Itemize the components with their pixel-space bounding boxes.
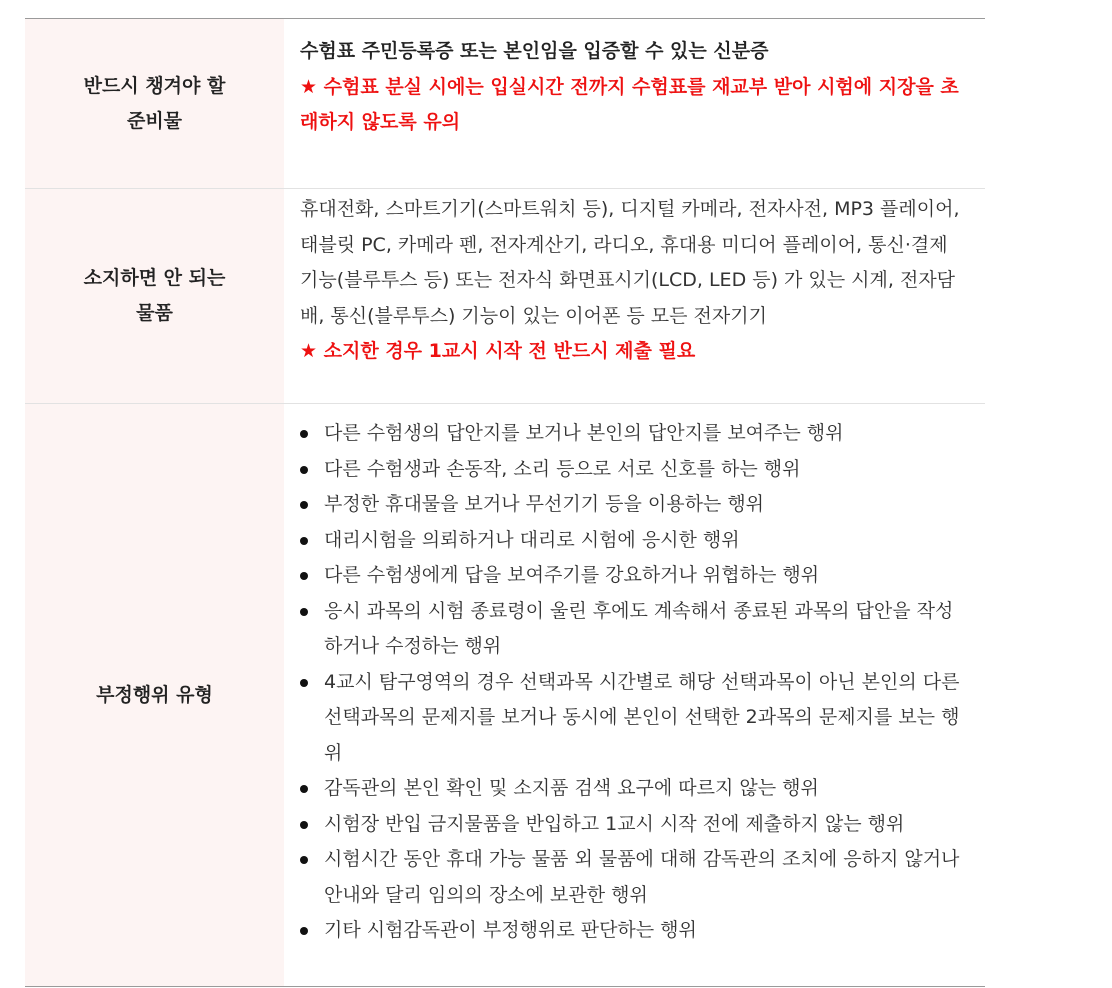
list-item: [300, 558, 971, 594]
required-items-text: 수험표 주민등록증 또는 본인임을 입증할 수 있는 신분증: [300, 40, 769, 62]
row-header-line: 준비물: [126, 109, 183, 132]
list-item: [300, 842, 971, 913]
row-header-line: 소지하면 안 되는: [83, 267, 226, 289]
list-item: [300, 807, 971, 843]
bullet-icon: [300, 856, 308, 864]
bullet-icon: [300, 679, 308, 687]
table-row-preparation: [25, 19, 985, 189]
exam-notice-table: [25, 18, 985, 987]
bullet-icon: [300, 537, 308, 545]
list-item-text: 다른 수험생과 손동작, 소리 등으로 서로 신호를 하는 행위: [324, 457, 801, 480]
row-content-preparation: [284, 19, 985, 189]
list-item: [300, 594, 971, 665]
list-item: [300, 416, 971, 452]
warning-text: ★ 소지한 경우 1교시 시작 전 반드시 제출 필요: [300, 340, 696, 362]
row-header-preparation: [25, 19, 284, 189]
list-item: [300, 452, 971, 488]
list-item-text: 부정한 휴대물을 보거나 무선기기 등을 이용하는 행위: [324, 493, 765, 515]
list-item-text: 4교시 탐구영역의 경우 선택과목 시간별로 해당 선택과목이 아닌 본인의 다른 선택과목의 문제지를 보거나 동시에 본인이 선택한 2과목의 문제지를 보는 행위: [324, 670, 960, 764]
row-content-prohibited-items: [284, 189, 985, 404]
bullet-icon: [300, 572, 308, 580]
list-item-text: 다른 수험생의 답안지를 보거나 본인의 답안지를 보여주는 행위: [324, 422, 844, 444]
row-content-misconduct-types: [284, 404, 985, 987]
row-header-prohibited-items: [25, 189, 284, 404]
row-header-misconduct-types: [25, 404, 284, 987]
bullet-icon: [300, 430, 308, 438]
warning-text: ★ 수험표 분실 시에는 입실시간 전까지 수험표를 재교부 받아 시험에 지장을 초래하지 않도록 유의: [300, 75, 959, 133]
list-item-text: 다른 수험생에게 답을 보여주기를 강요하거나 위협하는 행위: [324, 564, 820, 586]
list-item: [300, 487, 971, 523]
bullet-icon: [300, 466, 308, 474]
misconduct-list: [300, 416, 971, 949]
list-item-text: 대리시험을 의뢰하거나 대리로 시험에 응시한 행위: [324, 528, 740, 551]
list-item-text: 응시 과목의 시험 종료령이 울린 후에도 계속해서 종료된 과목의 답안을 작성하거나 수정하는 행위: [324, 599, 954, 657]
row-header-line: 물품: [136, 302, 173, 324]
bullet-icon: [300, 785, 308, 793]
list-item-text: 기타 시험감독관이 부정행위로 판단하는 행위: [324, 919, 697, 941]
prohibited-items-text: 휴대전화, 스마트기기(스마트워치 등), 디지털 카메라, 전자사전, MP3 플레이어, 태블릿 PC, 카메라 펜, 전자계산기, 라디오, 휴대용 미디어 플레이어, 통신·결제 기능(블루투스 등) 또는 전자식 화면표시기(LCD, LED 등) 가 있는 시계, 전자담배, 통신(블루투스) 기능이 있는 이어폰 등 모든 전자기기: [300, 198, 960, 327]
list-item-text: 감독관의 본인 확인 및 소지품 검색 요구에 따르지 않는 행위: [324, 777, 819, 799]
bullet-icon: [300, 501, 308, 509]
row-header-line: 부정행위 유형: [96, 683, 213, 706]
list-item-text: 시험시간 동안 휴대 가능 물품 외 물품에 대해 감독관의 조치에 응하지 않거나 안내와 달리 임의의 장소에 보관한 행위: [324, 848, 960, 906]
table-row-prohibited-items: [25, 189, 985, 404]
table-row-misconduct-types: [25, 404, 985, 987]
bullet-icon: [300, 927, 308, 935]
row-header-line: 반드시 챙겨야 할: [83, 74, 226, 97]
list-item: [300, 913, 971, 949]
bullet-icon: [300, 821, 308, 829]
list-item: [300, 771, 971, 807]
list-item-text: 시험장 반입 금지물품을 반입하고 1교시 시작 전에 제출하지 않는 행위: [324, 812, 905, 835]
list-item: [300, 523, 971, 559]
list-item: [300, 665, 971, 772]
bullet-icon: [300, 608, 308, 616]
